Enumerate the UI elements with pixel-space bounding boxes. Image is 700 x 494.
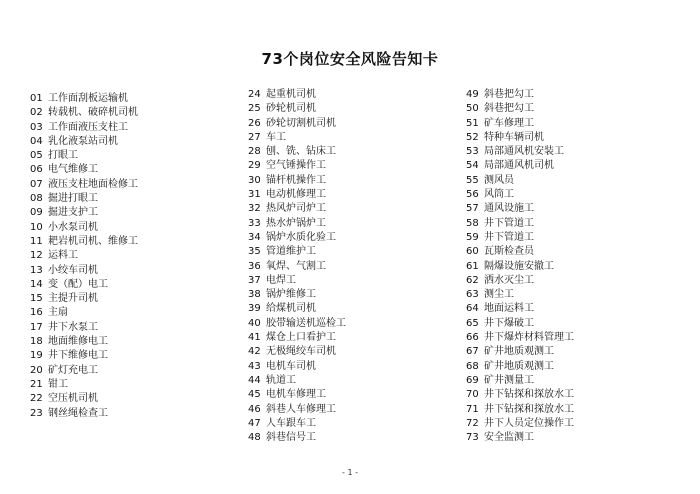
list-item	[30, 364, 138, 378]
item-name: 煤仓上口看护工	[266, 332, 336, 344]
item-name: 钢丝绳检查工	[48, 407, 108, 419]
item-name: 隔爆设施安撤工	[484, 260, 554, 272]
item-number: 59	[466, 231, 479, 243]
list-item	[248, 88, 346, 102]
item-number: 57	[466, 203, 479, 215]
item-number: 45	[248, 389, 261, 401]
item-name: 液压支柱地面检修工	[48, 178, 138, 190]
list-item	[30, 163, 138, 177]
list-item	[30, 392, 138, 406]
list-item	[248, 288, 346, 302]
item-number: 61	[466, 260, 479, 272]
list-item	[466, 317, 574, 331]
item-name: 刨、铣、钻床工	[266, 146, 336, 158]
item-name: 胶带输送机巡检工	[266, 317, 346, 329]
list-item	[248, 274, 346, 288]
item-number: 73	[466, 432, 479, 444]
item-number: 33	[248, 217, 261, 229]
item-number: 50	[466, 103, 479, 115]
item-name: 井下水泵工	[48, 321, 98, 333]
item-number: 53	[466, 146, 479, 158]
item-number: 60	[466, 246, 479, 258]
item-name: 钳工	[48, 378, 68, 390]
item-name: 锅炉维修工	[266, 289, 316, 301]
item-name: 安全监测工	[484, 432, 534, 444]
item-number: 03	[30, 121, 43, 133]
item-name: 斜巷人车修理工	[266, 403, 336, 415]
item-number: 16	[30, 307, 43, 319]
list-item	[466, 260, 574, 274]
list-item	[466, 145, 574, 159]
list-item	[248, 345, 346, 359]
list-item	[466, 345, 574, 359]
page-title: 73个岗位安全风险告知卡	[261, 50, 439, 68]
list-item	[30, 106, 138, 120]
item-name: 氧焊、气割工	[266, 260, 326, 272]
list-item	[248, 403, 346, 417]
list-item	[248, 388, 346, 402]
item-name: 斜巷把勾工	[484, 103, 534, 115]
item-name: 耙岩机司机、维修工	[48, 235, 138, 247]
list-item	[466, 331, 574, 345]
item-number: 02	[30, 107, 43, 119]
list-item	[248, 188, 346, 202]
item-name: 测尘工	[484, 289, 514, 301]
item-name: 起重机司机	[266, 89, 316, 100]
list-item	[248, 159, 346, 173]
list-item	[30, 407, 138, 421]
list-item	[248, 202, 346, 216]
item-name: 人车跟车工	[266, 417, 316, 429]
list-item	[30, 221, 138, 235]
item-name: 主扇	[48, 307, 68, 319]
item-name: 锅炉水质化验工	[266, 231, 336, 243]
item-number: 37	[248, 274, 261, 286]
item-name: 小绞车司机	[48, 264, 98, 276]
list-item	[248, 145, 346, 159]
item-name: 掘进打眼工	[48, 193, 98, 205]
list-item	[466, 388, 574, 402]
item-name: 工作面液压支柱工	[48, 121, 128, 133]
item-number: 62	[466, 274, 479, 286]
item-name: 井下人员定位操作工	[484, 417, 574, 429]
item-number: 47	[248, 417, 261, 429]
item-number: 64	[466, 303, 479, 315]
item-number: 70	[466, 389, 479, 401]
item-name: 车工	[266, 131, 286, 143]
list-item	[30, 206, 138, 220]
item-name: 井下钻探和探放水工	[484, 403, 574, 415]
item-name: 矿井地质观测工	[484, 360, 554, 372]
item-name: 砂轮切割机司机	[266, 117, 336, 129]
list-item	[248, 174, 346, 188]
item-number: 10	[30, 221, 43, 233]
list-item	[466, 231, 574, 245]
list-item	[30, 92, 138, 106]
list-item	[30, 121, 138, 135]
item-number: 41	[248, 332, 261, 344]
item-number: 23	[30, 407, 43, 419]
item-number: 22	[30, 393, 43, 405]
item-number: 69	[466, 374, 479, 386]
item-name: 电气维修工	[48, 164, 98, 176]
item-name: 热水炉锅炉工	[266, 217, 326, 229]
item-name: 小水泵司机	[48, 221, 98, 233]
list-item	[466, 245, 574, 259]
item-number: 43	[248, 360, 261, 372]
item-name: 井下爆破工	[484, 317, 534, 329]
list-item	[466, 374, 574, 388]
item-number: 46	[248, 403, 261, 415]
item-name: 特种车辆司机	[484, 131, 544, 143]
list-item	[466, 217, 574, 231]
item-name: 井下维修电工	[48, 350, 108, 362]
list-item	[466, 403, 574, 417]
item-number: 17	[30, 321, 43, 333]
list-item	[248, 417, 346, 431]
item-name: 变（配）电工	[48, 278, 108, 290]
item-name: 掘进支护工	[48, 207, 98, 219]
item-number: 44	[248, 374, 261, 386]
item-number: 36	[248, 260, 261, 272]
item-number: 34	[248, 231, 261, 243]
item-number: 32	[248, 203, 261, 215]
item-name: 局部通风机安装工	[484, 146, 564, 158]
list-item	[30, 321, 138, 335]
item-number: 27	[248, 131, 261, 143]
item-number: 05	[30, 150, 43, 162]
list-item	[466, 88, 574, 102]
item-number: 06	[30, 164, 43, 176]
item-number: 12	[30, 250, 43, 262]
item-name: 电机车修理工	[266, 389, 326, 401]
post-list-column-1	[30, 92, 138, 421]
item-number: 25	[248, 103, 261, 115]
item-name: 斜巷把勾工	[484, 89, 534, 100]
list-item	[30, 335, 138, 349]
item-name: 锚杆机操作工	[266, 174, 326, 186]
list-item	[248, 331, 346, 345]
item-name: 电机车司机	[266, 360, 316, 372]
item-name: 测风员	[484, 174, 514, 186]
item-name: 砂轮机司机	[266, 103, 316, 115]
item-number: 55	[466, 174, 479, 186]
item-name: 地面运料工	[484, 303, 534, 315]
item-number: 01	[30, 93, 43, 104]
item-number: 20	[30, 364, 43, 376]
item-name: 轨道工	[266, 374, 296, 386]
item-name: 通风设施工	[484, 203, 534, 215]
list-item	[466, 131, 574, 145]
list-item	[248, 245, 346, 259]
list-item	[466, 417, 574, 431]
item-name: 主提升司机	[48, 293, 98, 305]
list-item	[248, 374, 346, 388]
item-name: 矿灯充电工	[48, 364, 98, 376]
item-number: 40	[248, 317, 261, 329]
item-number: 38	[248, 289, 261, 301]
item-number: 72	[466, 417, 479, 429]
item-number: 39	[248, 303, 261, 315]
item-name: 转载机、破碎机司机	[48, 107, 138, 119]
item-name: 风筒工	[484, 189, 514, 201]
item-number: 15	[30, 293, 43, 305]
item-number: 08	[30, 193, 43, 205]
item-name: 运料工	[48, 250, 78, 262]
item-name: 空压机司机	[48, 393, 98, 405]
item-number: 13	[30, 264, 43, 276]
item-number: 21	[30, 378, 43, 390]
item-name: 热风炉司炉工	[266, 203, 326, 215]
list-item	[30, 292, 138, 306]
list-item	[466, 102, 574, 116]
item-number: 42	[248, 346, 261, 358]
item-number: 48	[248, 432, 261, 444]
list-item	[248, 302, 346, 316]
item-name: 井下钻探和探放水工	[484, 389, 574, 401]
list-item	[466, 360, 574, 374]
item-name: 井下爆炸材料管理工	[484, 332, 574, 344]
list-item	[30, 378, 138, 392]
list-item	[248, 260, 346, 274]
list-item	[466, 188, 574, 202]
item-name: 乳化液泵站司机	[48, 135, 118, 147]
item-number: 31	[248, 189, 261, 201]
list-item	[466, 288, 574, 302]
item-number: 63	[466, 289, 479, 301]
list-item	[248, 102, 346, 116]
list-item	[466, 302, 574, 316]
item-name: 井下管道工	[484, 217, 534, 229]
item-name: 洒水灭尘工	[484, 274, 534, 286]
item-number: 11	[30, 235, 43, 247]
item-number: 07	[30, 178, 43, 190]
item-name: 斜巷信号工	[266, 432, 316, 444]
list-item	[466, 117, 574, 131]
item-number: 09	[30, 207, 43, 219]
item-name: 电焊工	[266, 274, 296, 286]
post-list-column-2	[248, 88, 346, 445]
item-number: 49	[466, 89, 479, 100]
list-item	[30, 249, 138, 263]
item-name: 打眼工	[48, 150, 78, 162]
list-item	[466, 174, 574, 188]
item-name: 工作面刮板运输机	[48, 93, 128, 104]
list-item	[466, 274, 574, 288]
list-item	[30, 178, 138, 192]
item-number: 35	[248, 246, 261, 258]
list-item	[30, 192, 138, 206]
item-number: 30	[248, 174, 261, 186]
item-name: 空气锤操作工	[266, 160, 326, 172]
list-item	[248, 217, 346, 231]
list-item	[466, 431, 574, 445]
item-name: 矿井地质观测工	[484, 346, 554, 358]
list-item	[30, 349, 138, 363]
item-number: 52	[466, 131, 479, 143]
list-item	[248, 231, 346, 245]
list-item	[248, 431, 346, 445]
item-number: 51	[466, 117, 479, 129]
list-item	[248, 360, 346, 374]
item-name: 无极绳绞车司机	[266, 346, 336, 358]
list-item	[30, 235, 138, 249]
item-name: 给煤机司机	[266, 303, 316, 315]
item-name: 瓦斯检查员	[484, 246, 534, 258]
item-number: 24	[248, 89, 261, 100]
list-item	[30, 306, 138, 320]
item-name: 井下管道工	[484, 231, 534, 243]
item-number: 71	[466, 403, 479, 415]
item-number: 14	[30, 278, 43, 290]
list-item	[248, 131, 346, 145]
item-name: 电动机修理工	[266, 189, 326, 201]
list-item	[466, 159, 574, 173]
item-number: 65	[466, 317, 479, 329]
list-item	[248, 317, 346, 331]
item-number: 26	[248, 117, 261, 129]
page-number: - 1 -	[342, 468, 358, 477]
item-name: 矿井测量工	[484, 374, 534, 386]
item-number: 58	[466, 217, 479, 229]
item-number: 56	[466, 189, 479, 201]
list-item	[248, 117, 346, 131]
item-name: 矿车修理工	[484, 117, 534, 129]
item-number: 68	[466, 360, 479, 372]
list-item	[30, 149, 138, 163]
list-item	[30, 135, 138, 149]
post-list-column-3	[466, 88, 574, 445]
list-item	[30, 278, 138, 292]
item-number: 29	[248, 160, 261, 172]
item-name: 局部通风机司机	[484, 160, 554, 172]
item-name: 地面维修电工	[48, 336, 108, 348]
list-item	[30, 264, 138, 278]
item-number: 66	[466, 332, 479, 344]
item-number: 54	[466, 160, 479, 172]
item-number: 04	[30, 135, 43, 147]
item-number: 28	[248, 146, 261, 158]
item-number: 18	[30, 336, 43, 348]
list-item	[466, 202, 574, 216]
item-number: 67	[466, 346, 479, 358]
item-name: 管道维护工	[266, 246, 316, 258]
item-number: 19	[30, 350, 43, 362]
